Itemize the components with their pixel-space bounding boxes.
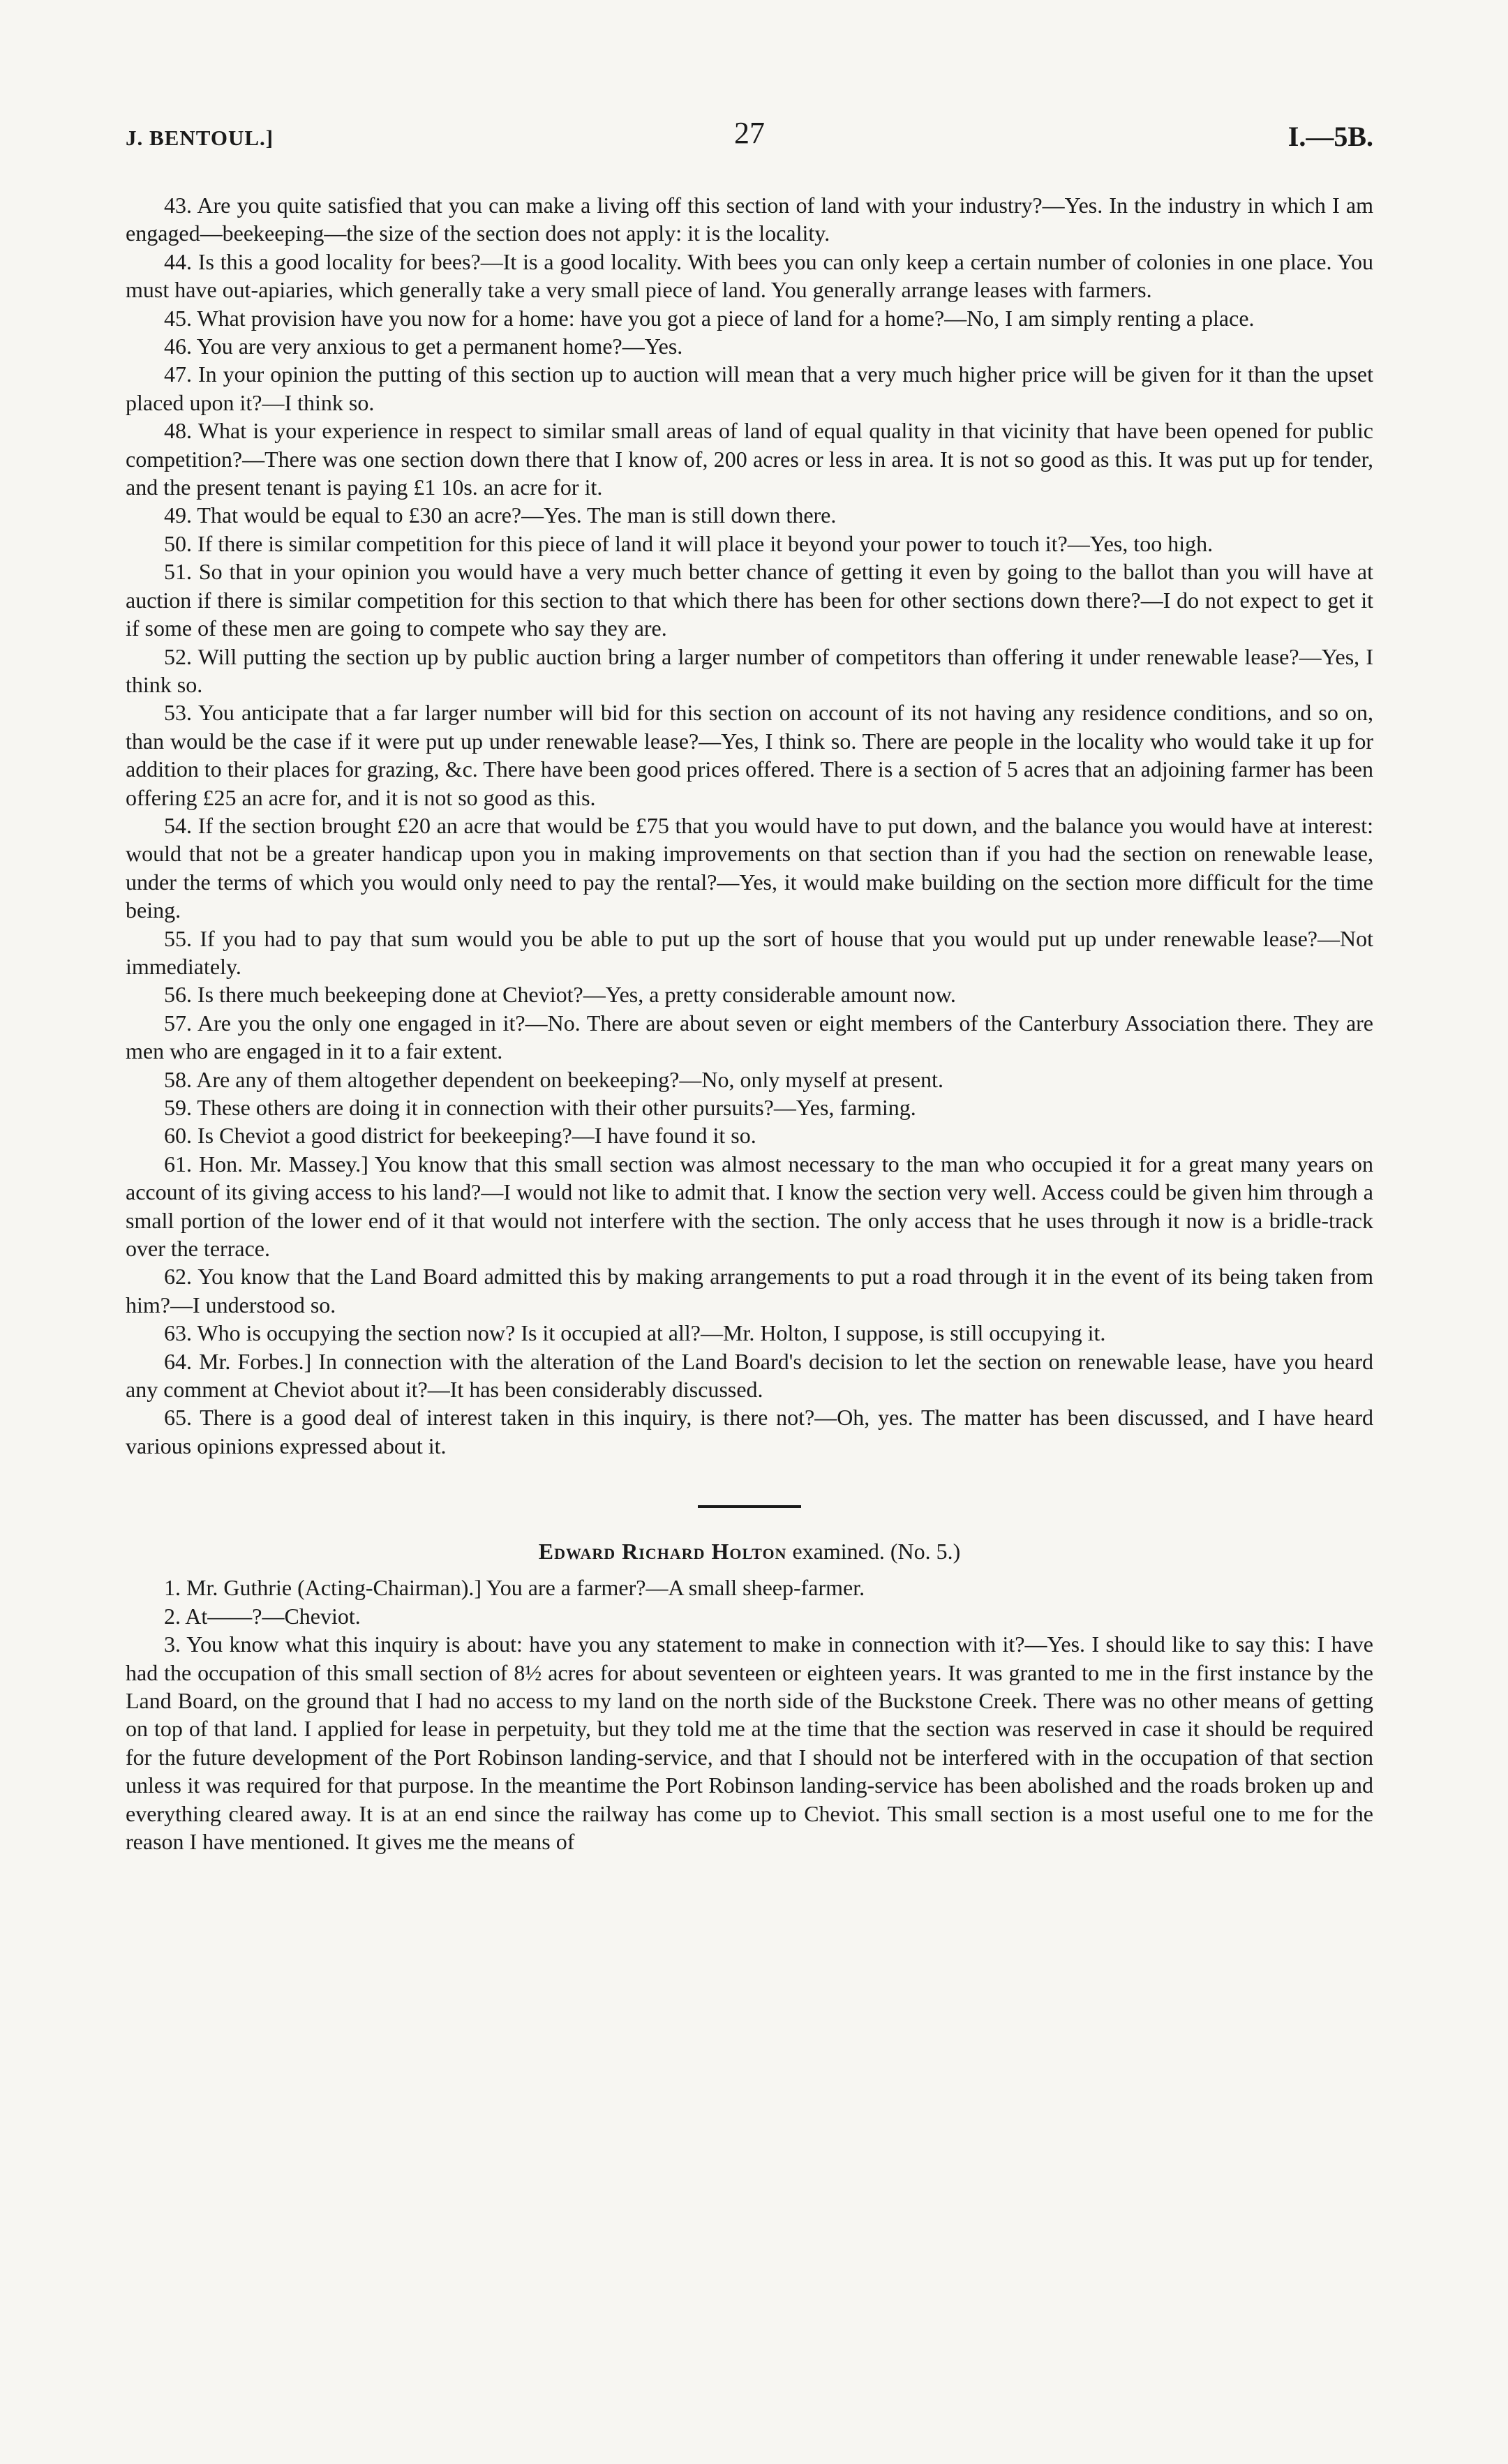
question-paragraph: 61. Hon. Mr. Massey.] You know that this small section was almost necessary to the man who occupied it for a great many years on account of its giving access to his land?—I would not like to admit that. I know the section very well. Access could be given him through a small portion of the lower end of it that would not interfere with the section. The only access that he uses through it now is a bridle-track over the terrace.: [126, 1151, 1373, 1262]
section-divider: [698, 1505, 801, 1508]
examination-heading: [126, 1536, 1373, 1567]
document-page: [126, 105, 1373, 1856]
question-paragraph: 2. At——?—Cheviot.: [164, 1603, 361, 1629]
question-paragraph: 63. Who is occupying the section now? Is it occupied at all?—Mr. Holton, I suppose, is still occupying it.: [164, 1320, 1106, 1346]
question-paragraph: 53. You anticipate that a far larger number will bid for this section on account of its not having any residence conditions, and so on, than would be the case if it were put up under renewable lease?—Yes, I think so. There are people in the locality who would take it up for addition to their places for grazing, &c. There have been good prices offered. There is a section of 5 acres that an adjoining farmer has been offering £25 an acre for, and it is not so good as this.: [126, 700, 1373, 810]
testimony-second-witness: [126, 1574, 1373, 1856]
testimony-first-witness: [126, 191, 1373, 1460]
question-paragraph: 52. Will putting the section up by public auction bring a larger number of competitors than offering it under renewable lease?—Yes, I think so.: [126, 643, 1373, 697]
page-number: 27: [734, 116, 765, 150]
header-witness-name: J. BENTOUL.]: [126, 126, 274, 150]
question-paragraph: 60. Is Cheviot a good district for beekeeping?—I have found it so.: [164, 1123, 756, 1149]
witness-name: Edward Richard Holton: [538, 1539, 787, 1565]
question-paragraph: 57. Are you the only one engaged in it?—No. There are about seven or eight members of the Canterbury Association there. They are men who are engaged in it to a fair extent.: [126, 1010, 1373, 1064]
question-paragraph: 48. What is your experience in respect to similar small areas of land of equal quality in that vicinity that have been opened for public competition?—There was one section down there that I know of, 200 acres or less in area. It is not so good as this. It was put up for tender, and the present tenant is paying £1 10s. an acre for it.: [126, 418, 1373, 500]
question-paragraph: 3. You know what this inquiry is about: have you any statement to make in connection with it?—Yes. I should like to say this: I have had the occupation of this small section of 8½ acres for about seventeen or eighteen years. It was granted to me in the first instance by the Land Board, on the ground that I had no access to my land on the north side of the Buckstone Creek. There was no other means of getting on top of that land. I applied for lease in perpetuity, but they told me at the time that the section was reserved in case it should be required for the future development of the Port Robinson landing-service, and that I should not be interfered with in the occupation of that section unless it was required for that purpose. In the meantime the Port Robinson landing-service has been abolished and the roads broken up and everything cleared away. It is at an end since the railway has come up to Cheviot. This small section is a most useful one to me for the reason I have mentioned. It gives me the means of: [126, 1632, 1373, 1854]
question-paragraph: 1. Mr. Guthrie (Acting-Chairman).] You are a farmer?—A small sheep-farmer.: [164, 1575, 865, 1601]
question-paragraph: 45. What provision have you now for a home: have you got a piece of land for a home?—No, I am simply renting a place.: [164, 305, 1255, 331]
question-paragraph: 55. If you had to pay that sum would you be able to put up the sort of house that you would put up under renewable lease?—Not immediately.: [126, 925, 1373, 979]
question-paragraph: 62. You know that the Land Board admitted this by making arrangements to put a road through it in the event of its being taken from him?—I understood so.: [126, 1264, 1373, 1317]
question-paragraph: 43. Are you quite satisfied that you can make a living off this section of land with your industry?—Yes. In the industry in which I am engaged—beekeeping—the size of the section does not apply: it is the locality.: [126, 193, 1373, 246]
page-header: [126, 105, 1373, 160]
question-paragraph: 65. There is a good deal of interest taken in this inquiry, is there not?—Oh, yes. The matter has been discussed, and I have heard various opinions expressed about it.: [126, 1405, 1373, 1458]
question-paragraph: 46. You are very anxious to get a permanent home?—Yes.: [164, 334, 683, 359]
examination-note: examined. (No. 5.): [786, 1539, 961, 1565]
question-paragraph: 49. That would be equal to £30 an acre?—Yes. The man is still down there.: [164, 502, 837, 528]
question-paragraph: 50. If there is similar competition for this piece of land it will place it beyond your power to touch it?—Yes, too high.: [164, 530, 1214, 556]
question-paragraph: 54. If the section brought £20 an acre that would be £75 that you would have to put down, and the balance you would have at interest: would that not be a greater handicap upon you in making improvements on that section than if you had the section on renewable lease, under the terms of which you would only need to pay the rental?—Yes, it would make building on the section more difficult for the time being.: [126, 812, 1373, 923]
question-paragraph: 44. Is this a good locality for bees?—It is a good locality. With bees you can only keep a certain number of colonies in one place. You must have out-apiaries, which generally take a very small piece of land. You generally arrange leases with farmers.: [126, 248, 1373, 303]
question-paragraph: 58. Are any of them altogether dependent on beekeeping?—No, only myself at present.: [164, 1066, 943, 1092]
question-paragraph: 64. Mr. Forbes.] In connection with the alteration of the Land Board's decision to let the section on renewable lease, have you heard any comment at Cheviot about it?—It has been considerably discussed.: [126, 1348, 1373, 1403]
paper-reference: I.—5B.: [1287, 121, 1373, 152]
question-paragraph: 56. Is there much beekeeping done at Cheviot?—Yes, a pretty considerable amount now.: [164, 982, 956, 1008]
question-paragraph: 51. So that in your opinion you would have a very much better chance of getting it even by going to the ballot than you will have at auction if there is similar competition for this section to that which there has been for other sections down there?—I do not expect to get it if some of these men are going to compete who say they are.: [126, 559, 1373, 641]
question-paragraph: 59. These others are doing it in connection with their other pursuits?—Yes, farming.: [164, 1095, 916, 1120]
question-paragraph: 47. In your opinion the putting of this section up to auction will mean that a very much higher price will be given for it than the upset placed upon it?—I think so.: [126, 361, 1373, 415]
